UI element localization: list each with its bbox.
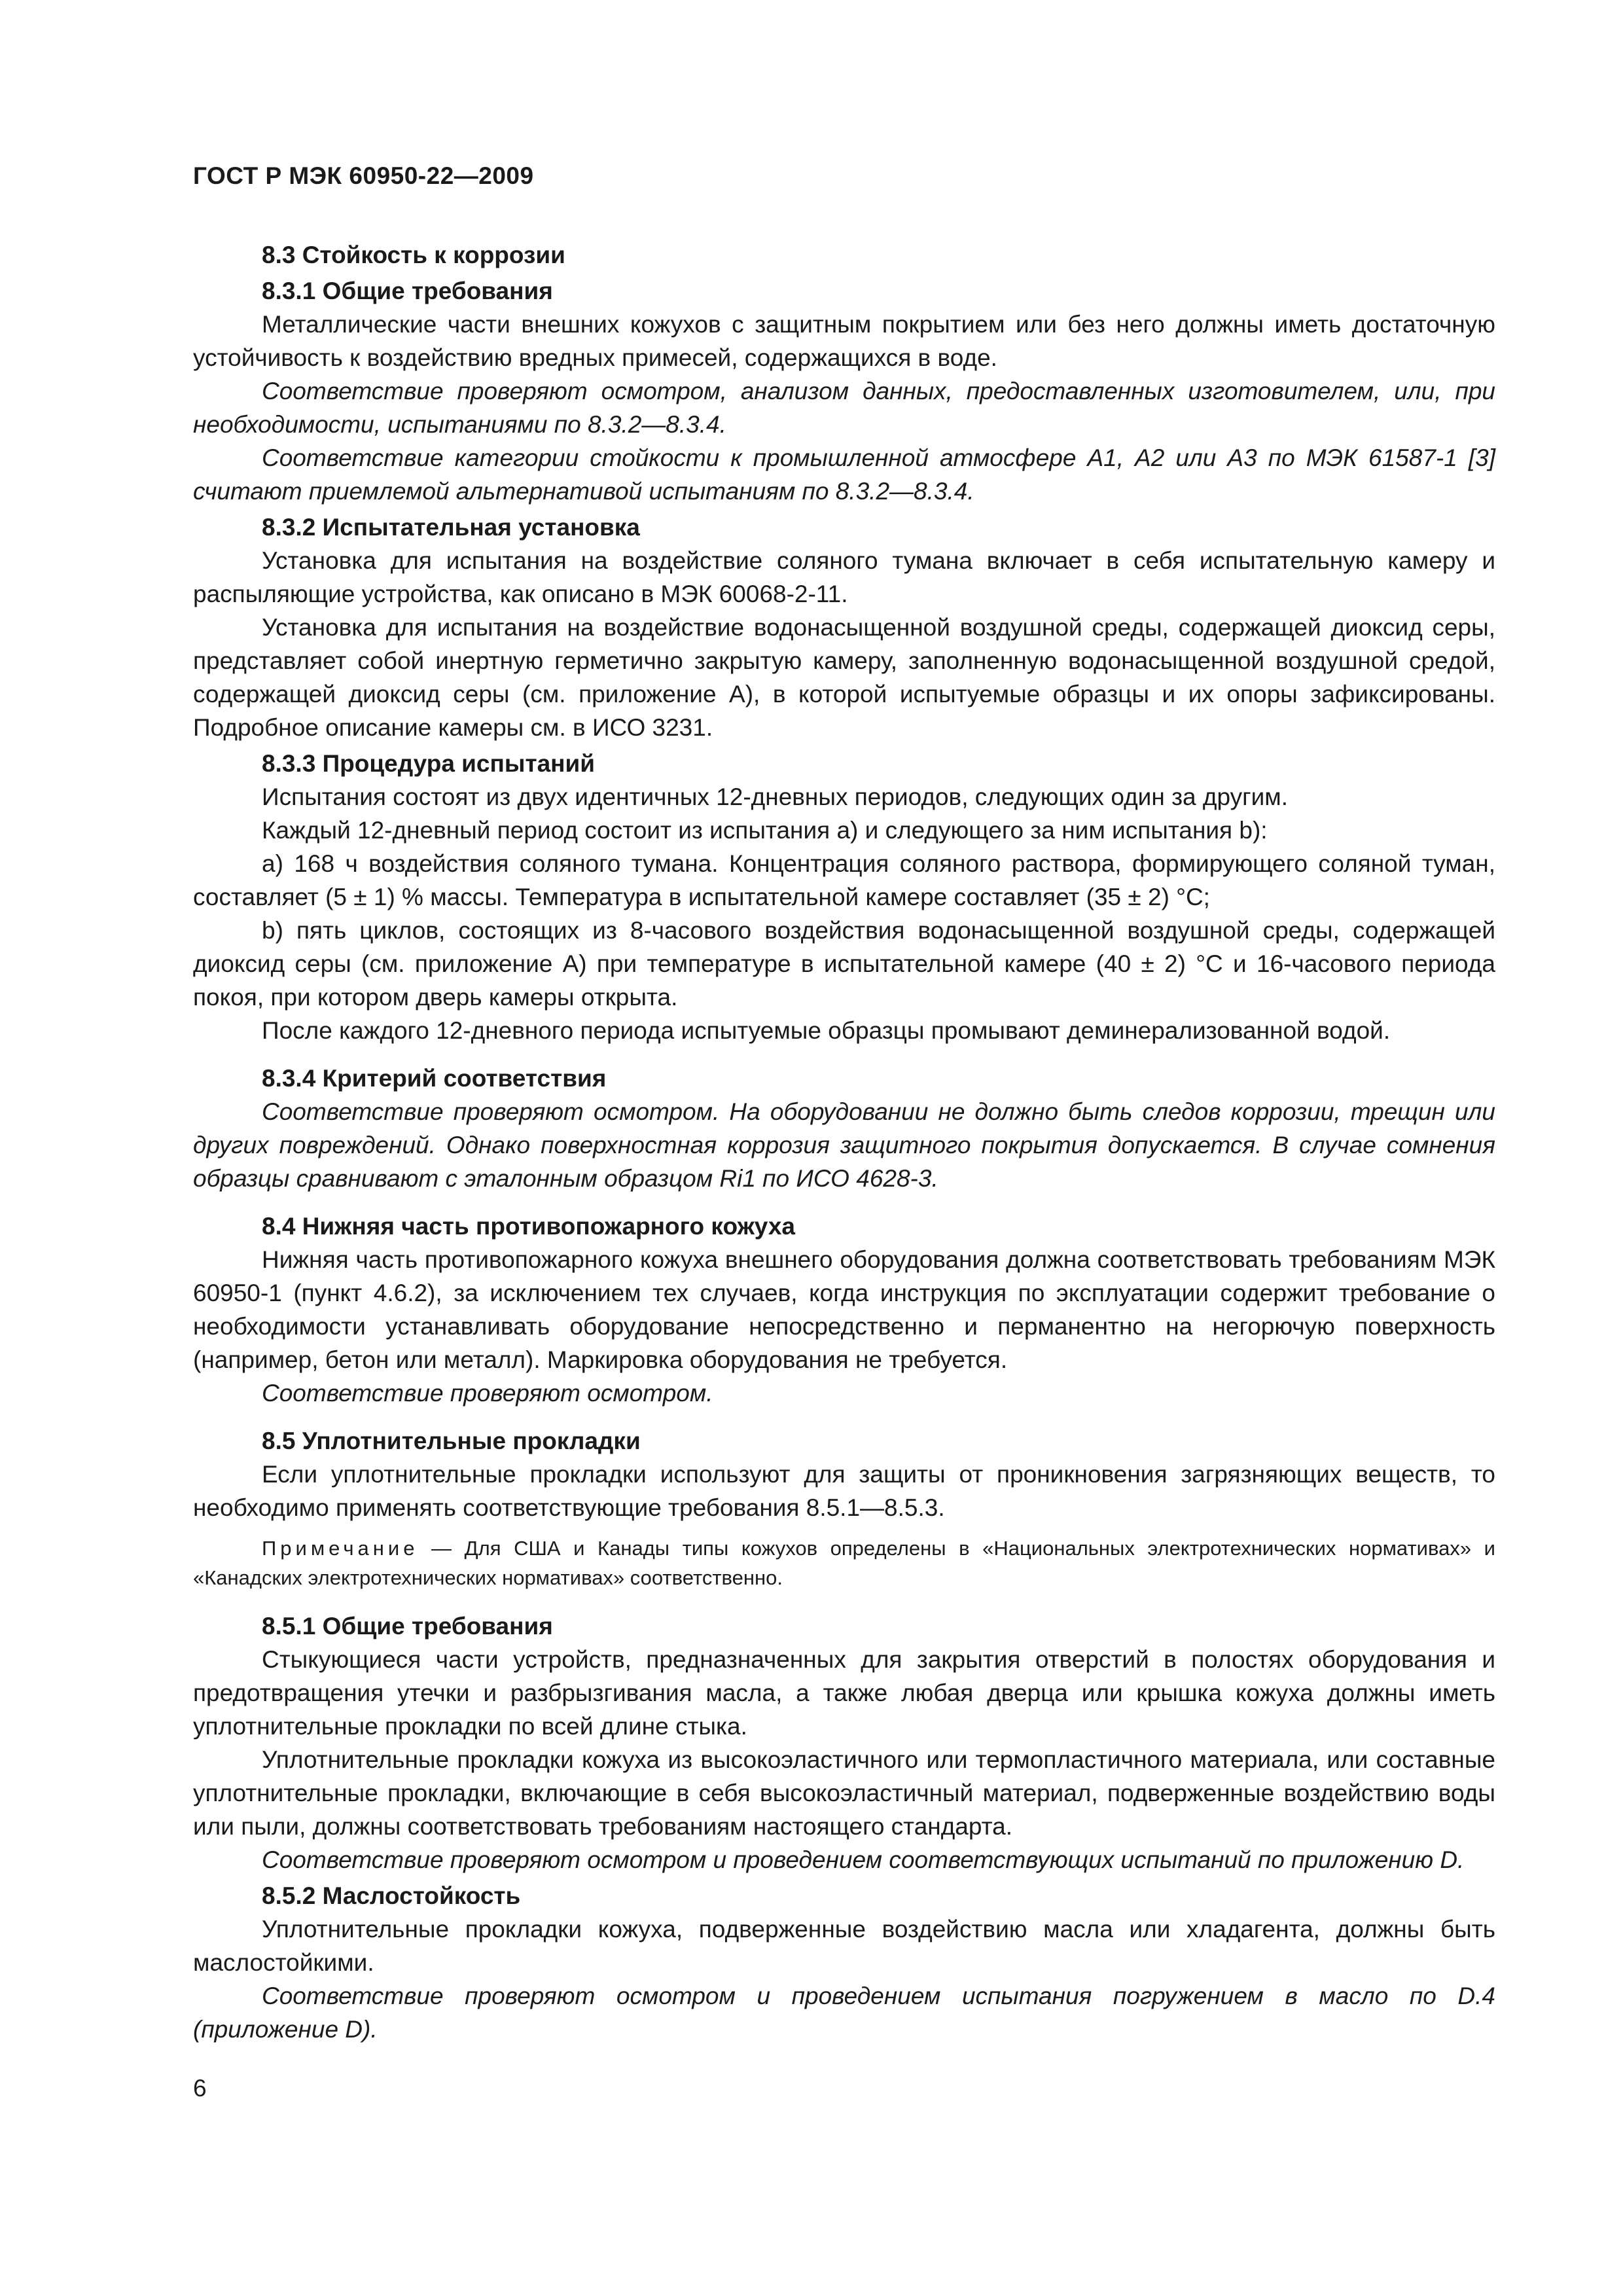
section-heading-8-5-1: 8.5.1 Общие требования (262, 1613, 553, 1640)
note-text: — Для США и Канады типы кожухов определены в «Национальных электротехнических нормативах» и «Канадских электротехнических нормативах» соответственно. (193, 1537, 1495, 1589)
paragraph: Каждый 12-дневный период состоит из испытания а) и следующего за ним испытания b): (262, 817, 1268, 844)
paragraph: Установка для испытания на воздействие водонасыщенной воздушной среды, содержащей диоксид серы, представляет собой инертную герметично закрытую камеру, заполненную водонасыщенной воздушной средой, содержащей диоксид серы (см. приложение А), в которой испытуемые образцы и их опоры зафиксированы. Подробное описание камеры см. в ИСО 3231. (193, 614, 1495, 741)
section-heading-8-5: 8.5 Уплотнительные прокладки (262, 1427, 641, 1454)
list-item-a: а) 168 ч воздействия соляного тумана. Концентрация соляного раствора, формирующего соляной туман, составляет (5 ± 1) % массы. Температура в испытательной камере составляет (35 ± 2) °С; (193, 850, 1495, 910)
section-heading-8-5-2: 8.5.2 Маслостойкость (262, 1882, 521, 1909)
compliance-paragraph: Соответствие проверяют осмотром и проведением соответствующих испытаний по приложению D. (262, 1846, 1465, 1873)
note-label: Примечание (262, 1537, 419, 1560)
document-header: ГОСТ Р МЭК 60950-22—2009 (193, 162, 534, 189)
section-heading-8-4: 8.4 Нижняя часть противопожарного кожуха (262, 1213, 795, 1240)
compliance-paragraph: Соответствие проверяют осмотром. На оборудовании не должно быть следов коррозии, трещин или других повреждений. Однако поверхностная коррозия защитного покрытия допускается. В случае сомнения образцы сравнивают с эталонным образцом Ri1 по ИСО 4628-3. (193, 1098, 1495, 1192)
document-body (193, 236, 1495, 2046)
paragraph: Уплотнительные прокладки кожуха из высокоэластичного или термопластичного материала, или составные уплотнительные прокладки, включающие в себя высокоэластичный материал, подверженные воздействию воды или пыли, должны соответствовать требованиям настоящего стандарта. (193, 1746, 1495, 1840)
compliance-paragraph: Соответствие проверяют осмотром и проведением испытания погружением в масло по D.4 (приложение D). (193, 1982, 1495, 2043)
paragraph: После каждого 12-дневного периода испытуемые образцы промывают деминерализованной водой. (262, 1017, 1391, 1044)
section-heading-8-3-1: 8.3.1 Общие требования (262, 278, 553, 304)
section-heading-8-3-3: 8.3.3 Процедура испытаний (262, 750, 595, 777)
compliance-paragraph: Соответствие категории стойкости к промышленной атмосфере А1, А2 или А3 по МЭК 61587-1 [3] считают приемлемой альтернативой испытаниям по 8.3.2—8.3.4. (193, 444, 1495, 505)
note (193, 1534, 1495, 1592)
section-heading-8-3-2: 8.3.2 Испытательная установка (262, 514, 640, 541)
paragraph: Если уплотнительные прокладки используют для защиты от проникновения загрязняющих веществ, то необходимо применять соответствующие требования 8.5.1—8.5.3. (193, 1461, 1495, 1521)
paragraph: Испытания состоят из двух идентичных 12-дневных периодов, следующих один за другим. (262, 783, 1289, 810)
paragraph: Металлические части внешних кожухов с защитным покрытием или без него должны иметь достаточную устойчивость к воздействию вредных примесей, содержащихся в воде. (193, 311, 1495, 371)
paragraph: Стыкующиеся части устройств, предназначенных для закрытия отверстий в полостях оборудования и предотвращения утечки и разбрызгивания масла, а также любая дверца или крышка кожуха должны иметь уплотнительные прокладки по всей длине стыка. (193, 1646, 1495, 1740)
paragraph: Уплотнительные прокладки кожуха, подверженные воздействию масла или хладагента, должны быть маслостойкими. (193, 1916, 1495, 1976)
compliance-paragraph: Соответствие проверяют осмотром. (262, 1380, 713, 1407)
compliance-paragraph: Соответствие проверяют осмотром, анализом данных, предоставленных изготовителем, или, при необходимости, испытаниями по 8.3.2—8.3.4. (193, 378, 1495, 438)
section-heading-8-3: 8.3 Стойкость к коррозии (262, 242, 565, 268)
list-item-b: b) пять циклов, состоящих из 8-часового воздействия водонасыщенной воздушной среды, содержащей диоксид серы (см. приложение А) при температуре в испытательной камере (40 ± 2) °С и 16-часового периода покоя, при котором дверь камеры открыта. (193, 917, 1495, 1011)
paragraph: Нижняя часть противопожарного кожуха внешнего оборудования должна соответствовать требованиям МЭК 60950-1 (пункт 4.6.2), за исключением тех случаев, когда инструкция по эксплуатации содержит требование о необходимости устанавливать оборудование непосредственно и перманентно на негорючую поверхность (например, бетон или металл). Маркировка оборудования не требуется. (193, 1246, 1495, 1373)
paragraph: Установка для испытания на воздействие соляного тумана включает в себя испытательную камеру и распыляющие устройства, как описано в МЭК 60068-2-11. (193, 547, 1495, 607)
page-number: 6 (193, 2075, 207, 2102)
section-heading-8-3-4: 8.3.4 Критерий соответствия (262, 1065, 607, 1092)
